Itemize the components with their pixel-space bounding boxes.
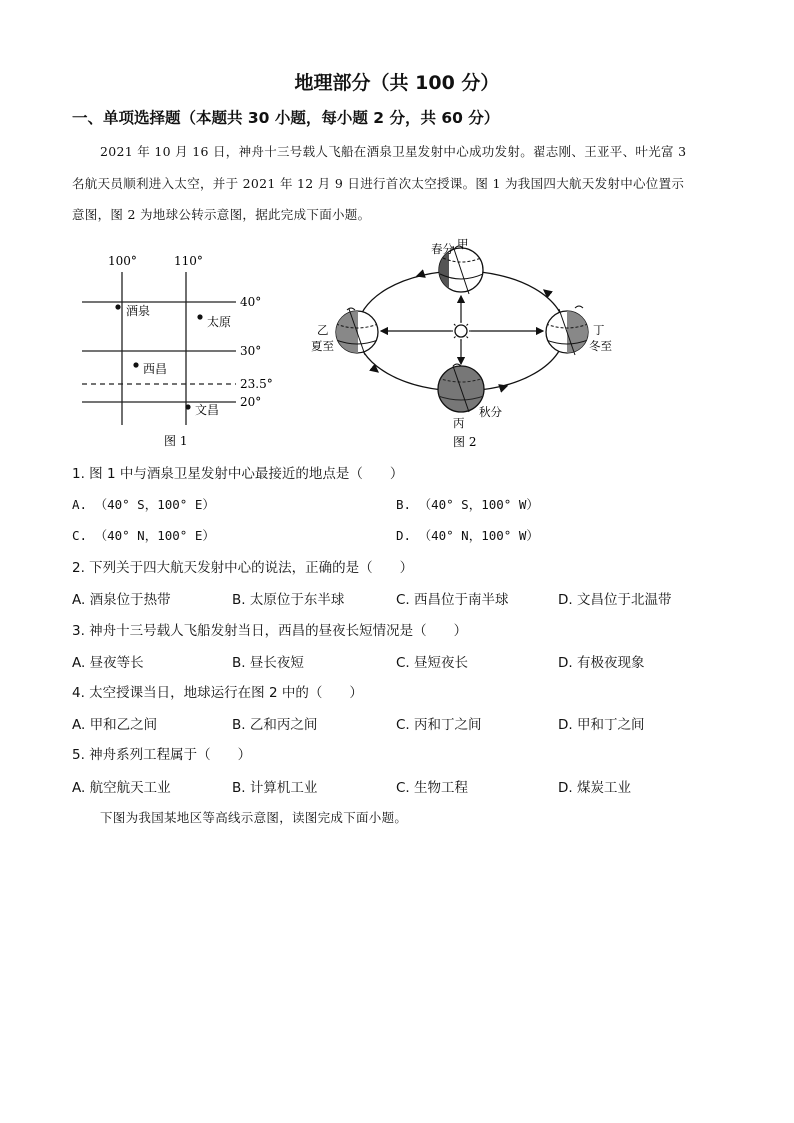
question-2-option-a: A. 酒泉位于热带	[72, 592, 171, 608]
site-dot-wenchang	[185, 404, 190, 409]
earth-ding	[546, 306, 589, 355]
label-autumn: 秋分	[479, 405, 502, 419]
label-winter: 冬至	[589, 339, 612, 353]
question-1-option-b: B. （40° S，100° W）	[396, 497, 539, 512]
intro-line-1: 2021 年 10 月 16 日，神舟十三号载人飞船在酒泉卫星发射中心成功发射。翟志刚、王亚平、叶光富 3	[100, 144, 687, 159]
lat-label-23-5: 23.5°	[240, 377, 273, 391]
figure-2-caption: 图 2	[453, 435, 477, 449]
question-3-option-b: B. 昼长夜短	[232, 655, 304, 671]
intro-line-3: 意图，图 2 为地球公转示意图，据此完成下面小题。	[72, 207, 371, 222]
question-5-option-c: C. 生物工程	[396, 780, 469, 796]
site-label-jiuquan: 酒泉	[126, 304, 151, 318]
question-1-option-d: D. （40° N，100° W）	[396, 528, 539, 543]
page-title: 地理部分（共 100 分）	[294, 72, 500, 94]
site-label-wenchang: 文昌	[195, 403, 220, 417]
lat-label-20: 20°	[240, 395, 262, 409]
question-5-option-a: A. 航空航天工业	[72, 780, 171, 796]
label-spring: 春分	[431, 242, 454, 256]
lon-label-100: 100°	[108, 254, 137, 268]
question-5-stem: 5. 神舟系列工程属于（ ）	[72, 747, 252, 763]
question-5-option-d: D. 煤炭工业	[558, 780, 631, 796]
label-jia: 甲	[457, 237, 469, 251]
question-3-option-a: A. 昼夜等长	[72, 655, 144, 671]
site-dot-jiuquan	[115, 304, 120, 309]
earth-bing	[438, 364, 484, 412]
question-1-option-a: A. （40° S，100° E）	[72, 497, 215, 512]
question-4-stem: 4. 太空授课当日，地球运行在图 2 中的（ ）	[72, 685, 363, 701]
question-2-option-b: B. 太原位于东半球	[232, 592, 345, 608]
lon-label-110: 110°	[174, 254, 203, 268]
question-1-stem: 1. 图 1 中与酒泉卫星发射中心最接近的地点是（ ）	[72, 466, 404, 482]
question-4-option-b: B. 乙和丙之间	[232, 717, 318, 733]
question-2-option-c: C. 西昌位于南半球	[396, 592, 509, 608]
intro-line-2: 名航天员顺利进入太空，并于 2021 年 12 月 9 日进行首次太空授课。图 1 为我国四大航天发射中心位置示	[72, 176, 685, 191]
orbit-arrow-left	[373, 368, 378, 372]
question-3-option-c: C. 昼短夜长	[396, 655, 469, 671]
site-label-taiyuan: 太原	[207, 315, 232, 329]
question-2-stem: 2. 下列关于四大航天发射中心的说法，正确的是（ ）	[72, 560, 414, 576]
label-yi: 乙	[317, 323, 329, 337]
figure-2-revolution	[305, 236, 625, 452]
earth-yi	[336, 308, 378, 355]
lat-label-40: 40°	[240, 295, 262, 309]
site-dot-xichang	[133, 362, 138, 367]
question-5-option-b: B. 计算机工业	[232, 780, 318, 796]
figure-1-map	[76, 250, 286, 450]
outro-text: 下图为我国某地区等高线示意图，读图完成下面小题。	[100, 810, 408, 825]
site-label-xichang: 西昌	[143, 362, 168, 376]
label-bing: 丙	[453, 416, 465, 430]
question-4-option-d: D. 甲和丁之间	[558, 717, 645, 733]
orbit-arrow-right	[544, 290, 549, 294]
question-1-option-c: C. （40° N，100° E）	[72, 528, 215, 543]
label-ding: 丁	[593, 323, 605, 337]
question-3-option-d: D. 有极夜现象	[558, 655, 645, 671]
figure-1-caption: 图 1	[164, 434, 188, 448]
question-4-option-a: A. 甲和乙之间	[72, 717, 158, 733]
site-dot-taiyuan	[197, 314, 202, 319]
lat-label-30: 30°	[240, 344, 262, 358]
sun-icon	[451, 321, 471, 341]
question-3-stem: 3. 神舟十三号载人飞船发射当日，西昌的昼夜长短情况是（ ）	[72, 623, 468, 639]
section-heading: 一、单项选择题（本题共 30 小题，每小题 2 分，共 60 分）	[72, 109, 500, 127]
question-4-option-c: C. 丙和丁之间	[396, 717, 482, 733]
question-2-option-d: D. 文昌位于北温带	[558, 592, 672, 608]
label-summer: 夏至	[311, 339, 334, 353]
